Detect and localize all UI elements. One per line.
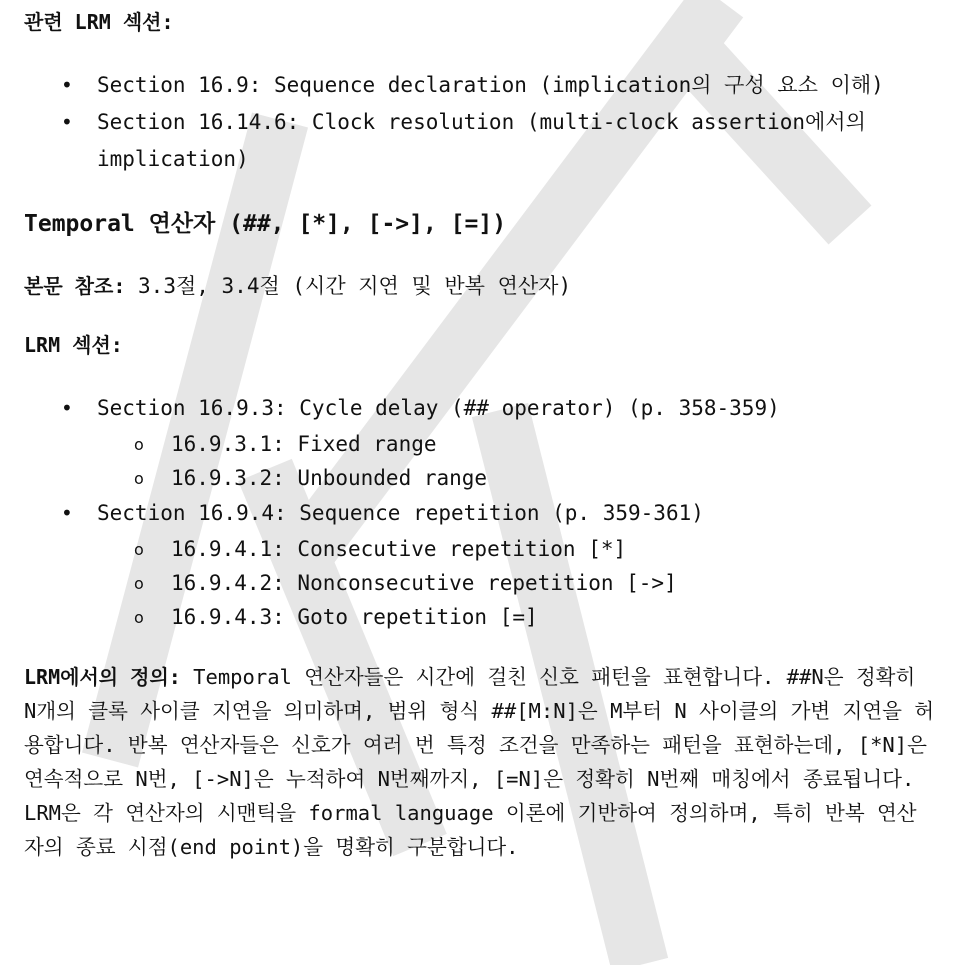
sub-list-item: o 16.9.3.2: Unbounded range	[171, 461, 936, 495]
related-lrm-section-list	[24, 67, 936, 178]
section-heading: Temporal 연산자 (##, [*], [->], [=])	[24, 211, 507, 237]
body-reference-label: 본문 참조:	[24, 274, 126, 298]
list-item-text: Section 16.9.3: Cycle delay (## operator) (p. 358-359)	[97, 396, 780, 420]
list-item	[97, 390, 936, 495]
lrm-definition	[24, 660, 936, 864]
list-item: • Section 16.9: Sequence declaration (implication의 구성 요소 이해)	[97, 67, 936, 104]
related-lrm-section-label: 관련 LRM 섹션:	[24, 10, 174, 34]
list-item: • Section 16.14.6: Clock resolution (multi-clock assertion에서의 implication)	[97, 104, 936, 178]
sub-list	[97, 427, 936, 495]
sub-list-item: o 16.9.3.1: Fixed range	[171, 427, 936, 461]
sub-list-item: o 16.9.4.2: Nonconsecutive repetition [->]	[171, 566, 936, 600]
lrm-section-list	[24, 390, 936, 634]
list-item-text: Section 16.9.4: Sequence repetition (p. 359-361)	[97, 501, 704, 525]
sub-list-item: o 16.9.4.3: Goto repetition [=]	[171, 600, 936, 634]
lrm-section-label: LRM 섹션:	[24, 333, 123, 357]
body-reference	[24, 270, 936, 303]
list-item	[97, 495, 936, 634]
body-reference-text: 3.3절, 3.4절 (시간 지연 및 반복 연산자)	[138, 274, 572, 298]
sub-list	[97, 532, 936, 634]
sub-list-item: o 16.9.4.1: Consecutive repetition [*]	[171, 532, 936, 566]
lrm-definition-text: Temporal 연산자들은 시간에 걸친 신호 패턴을 표현합니다. ##N은 정확히 N개의 클록 사이클 지연을 의미하며, 범위 형식 ##[M:N]은 M부터 N 사이클의 가변 지연을 허용합니다. 반복 연산자들은 신호가 여러 번 특정 조건을 만족하는 패턴을 표현하는데, [*N]은 연속적으로 N번, [->N]은 누적하여 N번째까지, [=N]은 정확히 N번째 매칭에서 종료됩니다. LRM은 각 연산자의 시맨틱을 formal language 이론에 기반하여 정의하며, 특히 반복 연산자의 종료 시점(end point)을 명확히 구분합니다.	[24, 665, 935, 859]
lrm-definition-label: LRM에서의 정의:	[24, 665, 181, 689]
